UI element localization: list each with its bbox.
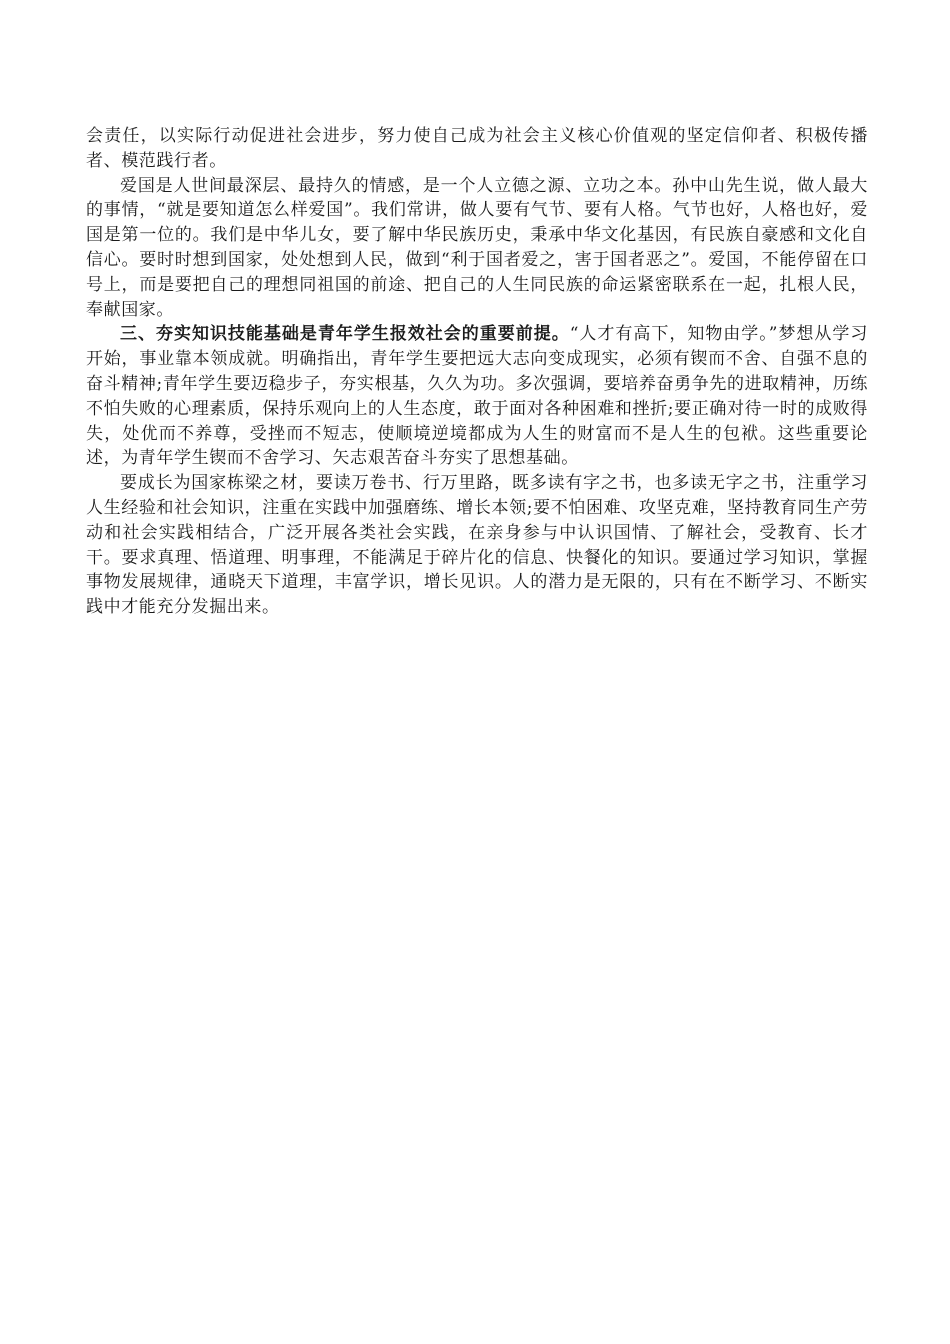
paragraph-patriotism bbox=[86, 174, 868, 323]
document-body bbox=[86, 124, 868, 620]
paragraph-text: 爱国是人世间最深层、最持久的情感，是一个人立德之源、立功之本。孙中山先生说，做人最大的事情，“就是要知道怎么样爱国”。我们常讲，做人要有气节、要有人格。气节也好，人格也好，爱国是第一位的。我们是中华儿女，要了解中华民族历史，秉承中华文化基因，有民族自豪感和文化自信心。要时时想到国家，处处想到人民，做到“利于国者爱之，害于国者恶之”。爱国，不能停留在口号上，而是要把自己的理想同祖国的前途、把自己的人生同民族的命运紧密联系在一起，扎根人民，奉献国家。 bbox=[86, 175, 868, 320]
paragraph-continuation bbox=[86, 124, 868, 174]
paragraph-text: 会责任，以实际行动促进社会进步，努力使自己成为社会主义核心价值观的坚定信仰者、积极传播者、模范践行者。 bbox=[86, 126, 868, 171]
paragraph-text: 要成长为国家栋梁之材，要读万卷书、行万里路，既多读有字之书，也多读无字之书，注重学习人生经验和社会知识，注重在实践中加强磨练、增长本领;要不怕困难、攻坚克难，坚持教育同生产劳动和社会实践相结合，广泛开展各类社会实践，在亲身参与中认识国情、了解社会，受教育、长才干。要求真理、悟道理、明事理，不能满足于碎片化的信息、快餐化的知识。要通过学习知识，掌握事物发展规律，通晓天下道理，丰富学识，增长见识。人的潜力是无限的，只有在不断学习、不断实践中才能充分发掘出来。 bbox=[86, 473, 868, 618]
paragraph-growth bbox=[86, 471, 868, 620]
section-heading: 三、夯实知识技能基础是青年学生报效社会的重要前提。 bbox=[120, 324, 570, 345]
paragraph-section-three bbox=[86, 322, 868, 471]
paragraph-text: “人才有高下，知物由学。”梦想从学习开始，事业靠本领成就。明确指出，青年学生要把远大志向变成现实，必须有锲而不舍、自强不息的奋斗精神;青年学生要迈稳步子，夯实根基，久久为功。多次强调，要培养奋勇争先的进取精神，历练不怕失败的心理素质，保持乐观向上的人生态度，敢于面对各种困难和挫折;要正确对待一时的成败得失，处优而不养尊，受挫而不短志，使顺境逆境都成为人生的财富而不是人生的包袱。这些重要论述，为青年学生锲而不舍学习、矢志艰苦奋斗夯实了思想基础。 bbox=[86, 324, 869, 469]
